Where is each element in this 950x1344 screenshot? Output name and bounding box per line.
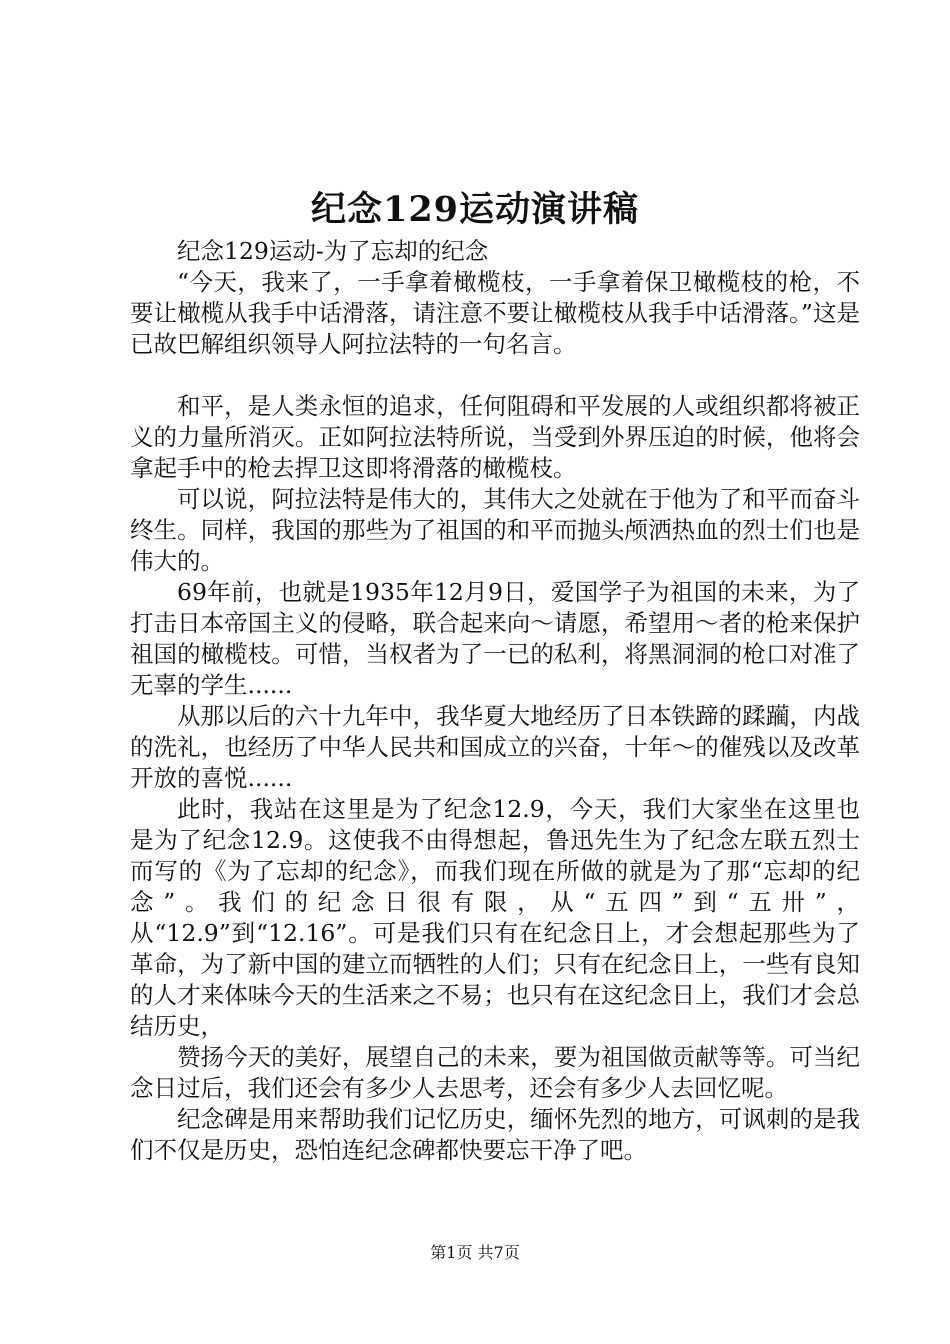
paragraph-peace: 和平，是人类永恒的追求，任何阻碍和平发展的人或组织都将被正义的力量所消灭。正如阿拉法特所说，当受到外界压迫的时候，他将会拿起手中的枪去捍卫这即将滑落的橄榄枝。 [130, 392, 860, 482]
page-number: 第1页 共7页 [430, 1243, 520, 1262]
document-title: 纪念129运动演讲稿 [310, 189, 640, 230]
paragraph-subtitle: 纪念129运动-为了忘却的纪念 [177, 237, 489, 265]
paragraph-quote: “今天，我来了，一手拿着橄榄枝，一手拿着保卫橄榄枝的枪，不要让橄榄从我手中话滑落，请注意不要让橄榄枝从我手中话滑落。”这是已故巴解组织领导人阿拉法特的一句名言。 [130, 268, 860, 358]
paragraph-commemoration: 此时，我站在这里是为了纪念12.9，今天，我们大家坐在这里也是为了纪念12.9。这使我不由得想起，鲁迅先生为了纪念左联五烈士而写的《为了忘却的纪念》，而我们现在所做的就是为了那“忘却的纪念”。我们的纪念日很有限，从“五四”到“五卅”，从“12.9”到“12.16”。可是我们只有在纪念日上，才会想起那些为了革命，为了新中国的建立而牺牲的人们；只有在纪念日上，一些有良知的人才来体味今天的生活来之不易；也只有在这纪念日上，我们才会总结历史， [130, 795, 860, 1040]
paragraph-praise: 赞扬今天的美好，展望自己的未来，要为祖国做贡献等等。可当纪念日过后，我们还会有多少人去思考，还会有多少人去回忆呢。 [130, 1043, 860, 1102]
paragraph-arafat: 可以说，阿拉法特是伟大的，其伟大之处就在于他为了和平而奋斗终生。同样，我国的那些为了祖国的和平而抛头颅洒热血的烈士们也是伟大的。 [130, 485, 860, 575]
paragraph-1935: 69年前，也就是1935年12月9日，爱国学子为祖国的未来，为了打击日本帝国主义的侵略，联合起来向～请愿，希望用～者的枪来保护祖国的橄榄枝。可惜，当权者为了一已的私利，将黑洞洞的枪口对准了无辜的学生...... [130, 578, 860, 699]
paragraph-monument: 纪念碑是用来帮助我们记忆历史，缅怀先烈的地方，可讽刺的是我们不仅是历史，恐怕连纪念碑都快要忘干净了吧。 [130, 1105, 860, 1164]
paragraph-sixty-nine-years: 从那以后的六十九年中，我华夏大地经历了日本铁蹄的蹂躏，内战的洗礼，也经历了中华人民共和国成立的兴奋，十年～的催残以及改革开放的喜悦...... [130, 702, 860, 792]
document-body [130, 236, 860, 1166]
